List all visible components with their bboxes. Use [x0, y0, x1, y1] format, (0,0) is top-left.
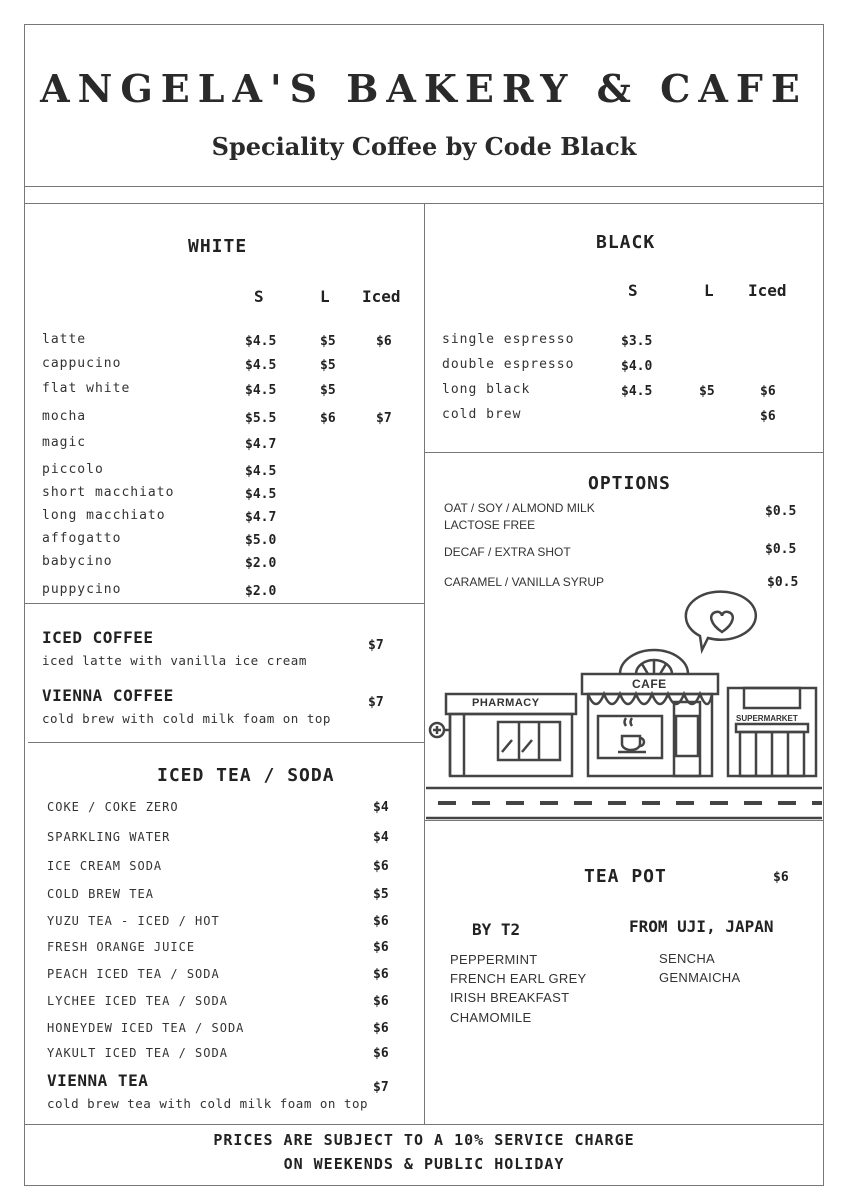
iced-coffee-desc: iced latte with vanilla ice cream — [42, 653, 307, 668]
black-heading: BLACK — [596, 232, 656, 253]
white-item-name: short macchiato — [42, 485, 175, 500]
white-item-name: mocha — [42, 409, 87, 424]
black-col-s: S — [628, 281, 638, 300]
white-col-l: L — [320, 287, 330, 306]
white-item-price-l: $5 — [320, 383, 336, 398]
white-item-price-l: $6 — [320, 411, 336, 426]
white-item-price-s: $4.5 — [245, 358, 277, 373]
white-item-price-s: $4.5 — [245, 487, 277, 502]
soda-item-name: PEACH ICED TEA / SODA — [47, 967, 220, 981]
option-1-line2: LACTOSE FREE — [444, 518, 536, 532]
white-item-price-s: $2.0 — [245, 556, 277, 571]
white-item-name: babycino — [42, 554, 113, 569]
white-item-name: long macchiato — [42, 508, 166, 523]
vienna-coffee-desc: cold brew with cold milk foam on top — [42, 711, 331, 726]
cafe-title: ANGELA'S BAKERY & CAFE — [40, 66, 808, 111]
iced-coffee-price: $7 — [368, 638, 384, 653]
black-item-name: long black — [442, 382, 531, 397]
pharmacy-sign: PHARMACY — [472, 697, 540, 709]
black-item-price-l: $5 — [699, 384, 715, 399]
white-item-name: latte — [42, 332, 87, 347]
black-item-price-iced: $6 — [760, 384, 776, 399]
service-charge-line-1: PRICES ARE SUBJECT TO A 10% SERVICE CHARGE — [213, 1131, 635, 1149]
vienna-coffee-name: VIENNA COFFEE — [42, 686, 174, 705]
soda-item-name: LYCHEE ICED TEA / SODA — [47, 994, 228, 1008]
soda-item-price: $6 — [373, 967, 389, 982]
white-heading: WHITE — [188, 236, 248, 257]
black-item-name: double espresso — [442, 357, 575, 372]
soda-item-price: $4 — [373, 800, 389, 815]
soda-item-name: FRESH ORANGE JUICE — [47, 940, 196, 954]
heart-speech-bubble-icon — [686, 592, 756, 650]
soda-heading: ICED TEA / SODA — [157, 765, 335, 786]
t2-heading: BY T2 — [472, 920, 521, 939]
black-divider — [424, 452, 824, 453]
black-item-name: cold brew — [442, 407, 522, 422]
service-charge-note — [24, 1128, 824, 1176]
white-item-price-s: $4.5 — [245, 464, 277, 479]
white-item-price-s: $4.5 — [245, 334, 277, 349]
t2-item-1: PEPPERMINT — [450, 952, 538, 967]
iced-coffee-name: ICED COFFEE — [42, 628, 154, 647]
option-1-price: $0.5 — [765, 504, 797, 519]
option-2-line1: DECAF / EXTRA SHOT — [444, 545, 571, 559]
vienna-tea-price: $7 — [373, 1080, 389, 1095]
white-item-price-s: $5.5 — [245, 411, 277, 426]
white-divider — [24, 603, 424, 604]
white-item-price-iced: $7 — [376, 411, 392, 426]
white-item-name: magic — [42, 435, 87, 450]
white-item-name: piccolo — [42, 462, 104, 477]
white-item-price-l: $5 — [320, 334, 336, 349]
t2-item-2: FRENCH EARL GREY — [450, 971, 587, 986]
white-item-price-iced: $6 — [376, 334, 392, 349]
soda-item-name: YUZU TEA - ICED / HOT — [47, 914, 220, 928]
white-col-s: S — [254, 287, 264, 306]
vienna-tea-name: VIENNA TEA — [47, 1071, 149, 1090]
option-3-price: $0.5 — [767, 575, 799, 590]
white-item-price-s: $5.0 — [245, 533, 277, 548]
soda-item-name: ICE CREAM SODA — [47, 859, 163, 873]
soda-item-price: $6 — [373, 1046, 389, 1061]
white-item-price-s: $4.5 — [245, 383, 277, 398]
soda-item-price: $4 — [373, 830, 389, 845]
cafe-sign: CAFE — [632, 677, 667, 691]
cafe-subtitle: Speciality Coffee by Code Black — [211, 132, 637, 161]
black-item-name: single espresso — [442, 332, 575, 347]
t2-item-4: CHAMOMILE — [450, 1010, 532, 1025]
black-col-l: L — [704, 281, 714, 300]
black-col-iced: Iced — [748, 281, 787, 300]
soda-item-name: SPARKLING WATER — [47, 830, 171, 844]
supermarket-sign: SUPERMARKET — [736, 714, 798, 723]
teapot-heading: TEA POT — [584, 866, 667, 887]
option-1-line1: OAT / SOY / ALMOND MILK — [444, 501, 595, 515]
white-item-name: affogatto — [42, 531, 122, 546]
supermarket-building-icon — [728, 688, 816, 776]
black-item-price-s: $3.5 — [621, 334, 653, 349]
soda-item-price: $6 — [373, 994, 389, 1009]
white-col-iced: Iced — [362, 287, 401, 306]
vienna-coffee-price: $7 — [368, 695, 384, 710]
black-item-price-s: $4.0 — [621, 359, 653, 374]
header-divider — [24, 186, 824, 187]
soda-item-price: $5 — [373, 887, 389, 902]
option-3-line1: CARAMEL / VANILLA SYRUP — [444, 575, 605, 589]
t2-item-3: IRISH BREAKFAST — [450, 990, 570, 1005]
footer-divider — [24, 1124, 824, 1125]
specials-divider — [28, 742, 424, 743]
soda-item-name: COLD BREW TEA — [47, 887, 154, 901]
soda-item-price: $6 — [373, 1021, 389, 1036]
service-charge-line-2: ON WEEKENDS & PUBLIC HOLIDAY — [283, 1155, 565, 1173]
uji-item-1: SENCHA — [659, 951, 715, 966]
white-item-name: flat white — [42, 381, 131, 396]
black-item-price-s: $4.5 — [621, 384, 653, 399]
cafe-building-icon — [582, 650, 718, 776]
white-item-price-s: $4.7 — [245, 437, 277, 452]
soda-item-price: $6 — [373, 859, 389, 874]
soda-item-name: YAKULT ICED TEA / SODA — [47, 1046, 228, 1060]
white-item-price-s: $4.7 — [245, 510, 277, 525]
vienna-tea-desc: cold brew tea with cold milk foam on top — [47, 1096, 369, 1111]
soda-item-name: HONEYDEW ICED TEA / SODA — [47, 1021, 245, 1035]
white-item-name: puppycino — [42, 582, 122, 597]
soda-item-price: $6 — [373, 940, 389, 955]
uji-heading: FROM UJI, JAPAN — [629, 917, 774, 936]
road-icon — [426, 788, 822, 818]
white-item-price-s: $2.0 — [245, 584, 277, 599]
option-2-price: $0.5 — [765, 542, 797, 557]
white-item-name: cappucino — [42, 356, 122, 371]
options-heading: OPTIONS — [588, 473, 671, 494]
soda-item-name: COKE / COKE ZERO — [47, 800, 179, 814]
black-item-price-iced: $6 — [760, 409, 776, 424]
soda-item-price: $6 — [373, 914, 389, 929]
white-item-price-l: $5 — [320, 358, 336, 373]
teapot-price: $6 — [773, 870, 789, 885]
uji-item-2: GENMAICHA — [659, 970, 741, 985]
